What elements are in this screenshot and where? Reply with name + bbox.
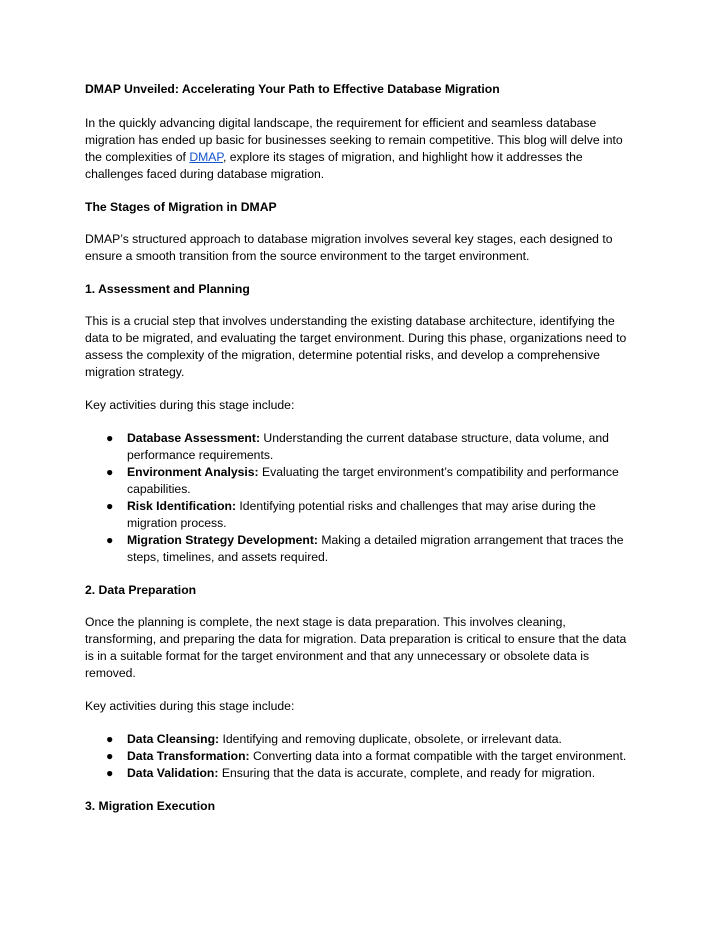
- section2-heading: 2. Data Preparation: [85, 583, 197, 597]
- list-item: [106, 498, 637, 532]
- intro-text-before: In the quickly advancing digital landscape, the requirement for efficient and seamless database migration has ended up basic for businesses seeking to remain competitive. This blog will delve into the complexities of: [85, 116, 623, 164]
- bullet-label: Data Cleansing:: [127, 732, 220, 746]
- bullet-icon: ●: [106, 766, 114, 780]
- intro-paragraph: [85, 115, 637, 183]
- bullet-icon: ●: [106, 431, 114, 445]
- section1-body: This is a crucial step that involves understanding the existing database architecture, identifying the data to be migrated, and evaluating the target environment. During this phase, organizations need to assess the complexity of the migration, determine potential risks, and develop a comprehensive migration strategy.: [85, 314, 627, 379]
- bullet-label: Data Transformation:: [127, 749, 250, 763]
- bullet-label: Risk Identification:: [127, 499, 237, 513]
- list-item: [106, 731, 637, 748]
- bullet-text: Understanding the current database structure, data volume, and performance requirements.: [127, 431, 609, 462]
- bullet-icon: ●: [106, 499, 114, 513]
- section1-bullet-list: [85, 430, 637, 566]
- section1-key-intro: Key activities during this stage include:: [85, 398, 295, 412]
- bullet-text: Evaluating the target environment’s compatibility and performance capabilities.: [127, 465, 619, 496]
- section2-bullet-list: [85, 731, 637, 782]
- list-item: [106, 765, 637, 782]
- bullet-text: Identifying and removing duplicate, obsolete, or irrelevant data.: [219, 732, 562, 746]
- section2-body: Once the planning is complete, the next stage is data preparation. This involves cleaning, transforming, and preparing the data for migration. Data preparation is critical to ensure that the data is in a suitable format for the target environment and that any unnecessary or obsolete data is removed.: [85, 615, 627, 680]
- bullet-icon: ●: [106, 749, 114, 763]
- bullet-label: Database Assessment:: [127, 431, 260, 445]
- bullet-label: Environment Analysis:: [127, 465, 259, 479]
- intro-text-after: , explore its stages of migration, and highlight how it addresses the challenges faced during database migration.: [85, 150, 583, 181]
- section3-heading: 3. Migration Execution: [85, 799, 216, 813]
- list-item: [106, 464, 637, 498]
- bullet-icon: ●: [106, 732, 114, 746]
- stages-heading: The Stages of Migration in DMAP: [85, 200, 277, 214]
- document-page: [85, 81, 637, 830]
- section2-key-intro: Key activities during this stage include:: [85, 699, 295, 713]
- list-item: [106, 748, 637, 765]
- bullet-text: Identifying potential risks and challenges that may arise during the migration process.: [127, 499, 596, 530]
- stages-intro-paragraph: DMAP’s structured approach to database migration involves several key stages, each designed to ensure a smooth transition from the source environment to the target environment.: [85, 232, 613, 263]
- document-title: DMAP Unveiled: Accelerating Your Path to Effective Database Migration: [85, 82, 500, 96]
- bullet-label: Migration Strategy Development:: [127, 533, 318, 547]
- bullet-text: Making a detailed migration arrangement that traces the steps, timelines, and assets required.: [127, 533, 624, 564]
- bullet-label: Data Validation:: [127, 766, 219, 780]
- section1-heading: 1. Assessment and Planning: [85, 282, 250, 296]
- bullet-text: Ensuring that the data is accurate, complete, and ready for migration.: [218, 766, 596, 780]
- bullet-icon: ●: [106, 465, 114, 479]
- list-item: [106, 532, 637, 566]
- bullet-text: Converting data into a format compatible with the target environment.: [249, 749, 627, 763]
- bullet-icon: ●: [106, 533, 114, 547]
- dmap-link[interactable]: DMAP: [189, 150, 223, 164]
- list-item: [106, 430, 637, 464]
